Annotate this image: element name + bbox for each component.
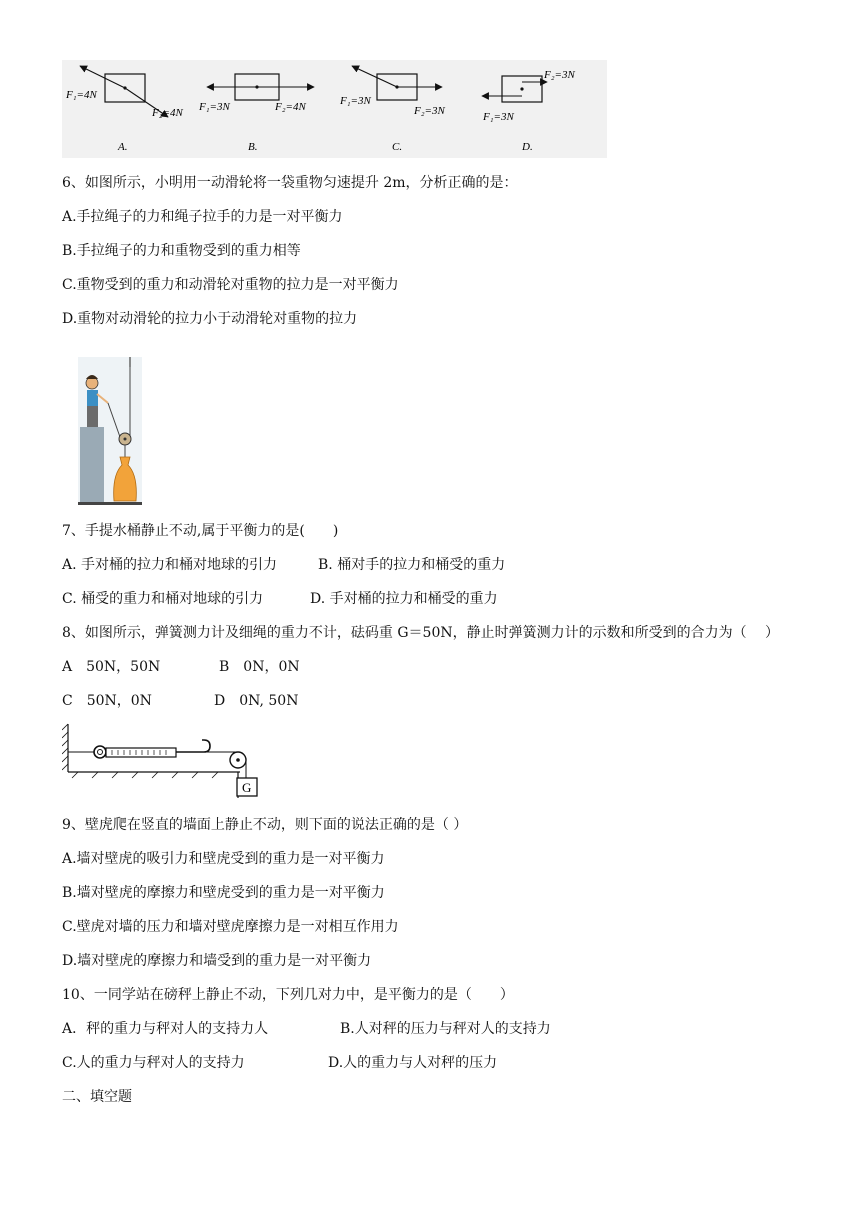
q9-option-a: A.墙对壁虎的吸引力和壁虎受到的重力是一对平衡力 <box>62 851 385 867</box>
section-heading-fill-in: 二、填空题 <box>62 1089 132 1105</box>
panel-a-f2-label: F₂=4N <box>152 107 183 119</box>
q10-option-d: D.人的重力与人对秤的压力 <box>328 1055 498 1071</box>
q10-options-row1 <box>62 1020 622 1038</box>
panel-a <box>65 66 183 153</box>
q10-stem: 10、一同学站在磅秤上静止不动，下列几对力中，是平衡力的是（ ） <box>62 987 514 1003</box>
pulley-illustration <box>78 357 142 505</box>
panel-c-f2-label: F₂=3N <box>414 105 445 117</box>
panel-d <box>482 69 575 153</box>
panel-d-f2-label: F₂=3N <box>544 69 575 81</box>
q7-options-row2 <box>62 590 622 608</box>
q7-option-a: A. 手对桶的拉力和桶对地球的引力 <box>62 557 278 573</box>
panel-c-f1-label: F₁=3N <box>340 95 371 107</box>
q9-option-c: C.壁虎对墙的压力和墙对壁虎摩擦力是一对相互作用力 <box>62 919 399 935</box>
pulley-svg <box>78 357 142 505</box>
q10-options-row2 <box>62 1054 622 1072</box>
q7-stem: 7、手提水桶静止不动,属于平衡力的是( ) <box>62 523 339 539</box>
panel-c-letter: C. <box>392 141 403 153</box>
panel-c <box>339 66 445 153</box>
panel-a-letter: A. <box>118 141 128 153</box>
q8-stem: 8、如图所示，弹簧测力计及细绳的重力不计，砝码重 G＝50N，静止时弹簧测力计的示数和所受到的合力为（ ） <box>62 625 780 641</box>
panel-d-f1-label: F₁=3N <box>483 111 514 123</box>
weight-label: G <box>242 780 252 795</box>
q8-option-b: B 0N，0N <box>219 659 300 675</box>
spring-scale-illustration <box>62 722 272 800</box>
q7-option-c: C. 桶受的重力和桶对地球的引力 <box>62 591 264 607</box>
q6-option-c: C.重物受到的重力和动滑轮对重物的拉力是一对平衡力 <box>62 277 399 293</box>
q6-option-b: B.手拉绳子的力和重物受到的重力相等 <box>62 243 301 259</box>
panel-b-f2-label: F₂=4N <box>275 101 306 113</box>
q8-options-row1 <box>62 658 462 676</box>
q10-option-b: B.人对秤的压力与秤对人的支持力 <box>340 1021 551 1037</box>
force-diagrams-svg <box>62 60 607 158</box>
q7-option-d: D. 手对桶的拉力和桶受的重力 <box>310 591 498 607</box>
q7-options-row1 <box>62 556 622 574</box>
force-diagrams-figure <box>62 60 607 158</box>
panel-b <box>198 74 314 153</box>
spring-scale-svg <box>62 722 272 800</box>
q6-option-a: A.手拉绳子的力和绳子拉手的力是一对平衡力 <box>62 209 343 225</box>
q9-option-d: D.墙对壁虎的摩擦力和墙受到的重力是一对平衡力 <box>62 953 372 969</box>
q10-option-a: A．秤的重力与秤对人的支持力人 <box>62 1021 269 1037</box>
panel-b-letter: B. <box>248 141 258 153</box>
q8-option-c: C 50N，0N <box>62 693 152 709</box>
q6-option-d: D.重物对动滑轮的拉力小于动滑轮对重物的拉力 <box>62 311 358 327</box>
panel-a-f1-label: F₁=4N <box>66 89 97 101</box>
q8-options-row2 <box>62 692 462 710</box>
q8-option-a: A 50N，50N <box>62 659 161 675</box>
q8-option-d: D 0N, 50N <box>214 693 299 709</box>
q9-stem: 9、壁虎爬在竖直的墙面上静止不动，则下面的说法正确的是（ ） <box>62 817 468 833</box>
q9-option-b: B.墙对壁虎的摩擦力和壁虎受到的重力是一对平衡力 <box>62 885 385 901</box>
q7-option-b: B. 桶对手的拉力和桶受的重力 <box>318 557 506 573</box>
q10-option-c: C.人的重力与秤对人的支持力 <box>62 1055 245 1071</box>
panel-b-f1-label: F₁=3N <box>199 101 230 113</box>
panel-d-letter: D. <box>522 141 533 153</box>
q6-stem: 6、如图所示，小明用一动滑轮将一袋重物匀速提升 2m，分析正确的是： <box>62 175 518 191</box>
